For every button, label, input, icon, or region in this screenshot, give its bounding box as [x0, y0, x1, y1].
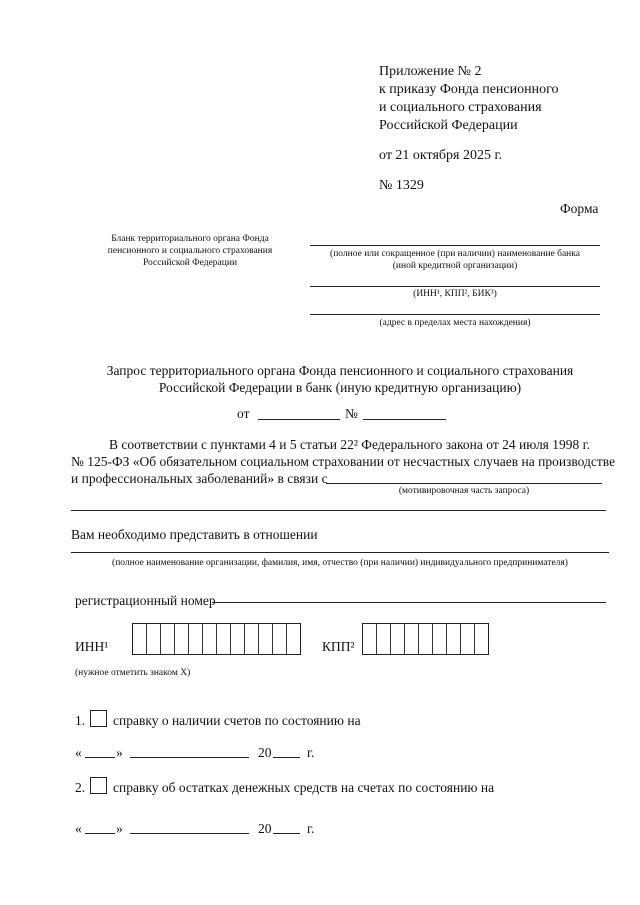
option-2-checkbox[interactable]	[90, 777, 107, 794]
option-1-checkbox[interactable]	[90, 710, 107, 727]
bank-address-caption: (адрес в пределах места нахождения)	[379, 318, 531, 328]
bank-ids-caption: (ИНН¹, КПП², БИК³)	[413, 289, 497, 299]
form-label: Форма	[560, 201, 599, 216]
reg-number-field[interactable]	[212, 602, 606, 603]
quote-close: »	[116, 745, 123, 760]
motive-caption: (мотивировочная часть запроса)	[398, 486, 530, 496]
body-line-2: № 125-ФЗ «Об обязательном социальном страховании от несчастных случаев на производстве	[71, 454, 616, 469]
letterhead-line: пенсионного и социального страхования	[107, 246, 273, 256]
bank-name-line[interactable]	[310, 245, 600, 246]
from-label: от	[237, 406, 250, 421]
header-line: и социального страхования	[379, 100, 542, 115]
inn-label: ИНН¹	[75, 639, 109, 654]
bank-address-line[interactable]	[310, 314, 600, 315]
option-1-number: 1.	[75, 713, 86, 728]
year-prefix: 20	[258, 821, 272, 836]
month-field[interactable]	[130, 757, 249, 758]
number-label: №	[345, 406, 358, 421]
letterhead-line: Бланк территориального органа Фонда	[111, 234, 269, 244]
letterhead-line: Российской Федерации	[142, 258, 238, 268]
request-date-field[interactable]	[258, 419, 340, 420]
provide-label: Вам необходимо представить в отношении	[71, 527, 318, 542]
motive-field[interactable]	[326, 483, 602, 484]
reg-number-label: регистрационный номер	[75, 593, 216, 608]
mark-note: (нужное отметить знаком X)	[75, 668, 191, 678]
body-line-1: В соответствии с пунктами 4 и 5 статьи 22² Федерального закона от 24 июля 1998 г.	[109, 437, 591, 452]
year-prefix: 20	[258, 745, 272, 760]
year-suffix: г.	[307, 821, 315, 836]
year-suffix: г.	[307, 745, 315, 760]
header-line: Российской Федерации	[379, 118, 518, 133]
request-number-field[interactable]	[363, 419, 446, 420]
month-field[interactable]	[130, 833, 249, 834]
body-line-3: и профессиональных заболеваний» в связи с	[71, 471, 328, 486]
caption-line: (полное или сокращенное (при наличии) наименование банка	[330, 249, 580, 259]
option-2-label: справку об остатках денежных средств на счетах по состоянию на	[113, 780, 495, 795]
order-number: № 1329	[379, 178, 424, 193]
organization-field[interactable]	[71, 552, 609, 553]
quote-open: «	[75, 745, 82, 760]
request-title-1: Запрос территориального органа Фонда пенсионного и социального страхования	[106, 363, 574, 378]
kpp-cells[interactable]	[362, 623, 489, 655]
order-date: от 21 октября 2025 г.	[379, 148, 503, 163]
request-title-2: Российской Федерации в банк (иную кредитную организацию)	[158, 380, 522, 395]
header-line: к приказу Фонда пенсионного	[379, 82, 559, 97]
bank-ids-line[interactable]	[310, 286, 600, 287]
day-field[interactable]	[85, 833, 115, 834]
letterhead-block	[90, 233, 290, 269]
option-1-label: справку о наличии счетов по состоянию на	[113, 713, 361, 728]
caption-line: (иной кредитной организации)	[392, 261, 518, 271]
organization-caption: (полное наименование организации, фамилия, имя, отчество (при наличии) индивидуального предпринимателя)	[112, 558, 568, 568]
motive-field-cont[interactable]	[71, 510, 606, 511]
bank-name-caption	[300, 248, 610, 272]
quote-close: »	[116, 821, 123, 836]
day-field[interactable]	[85, 757, 115, 758]
year-field[interactable]	[273, 833, 300, 834]
kpp-label: КПП²	[322, 639, 355, 654]
quote-open: «	[75, 821, 82, 836]
year-field[interactable]	[273, 757, 300, 758]
option-2-number: 2.	[75, 780, 86, 795]
inn-cells[interactable]	[132, 623, 301, 655]
header-line: Приложение № 2	[379, 64, 482, 79]
